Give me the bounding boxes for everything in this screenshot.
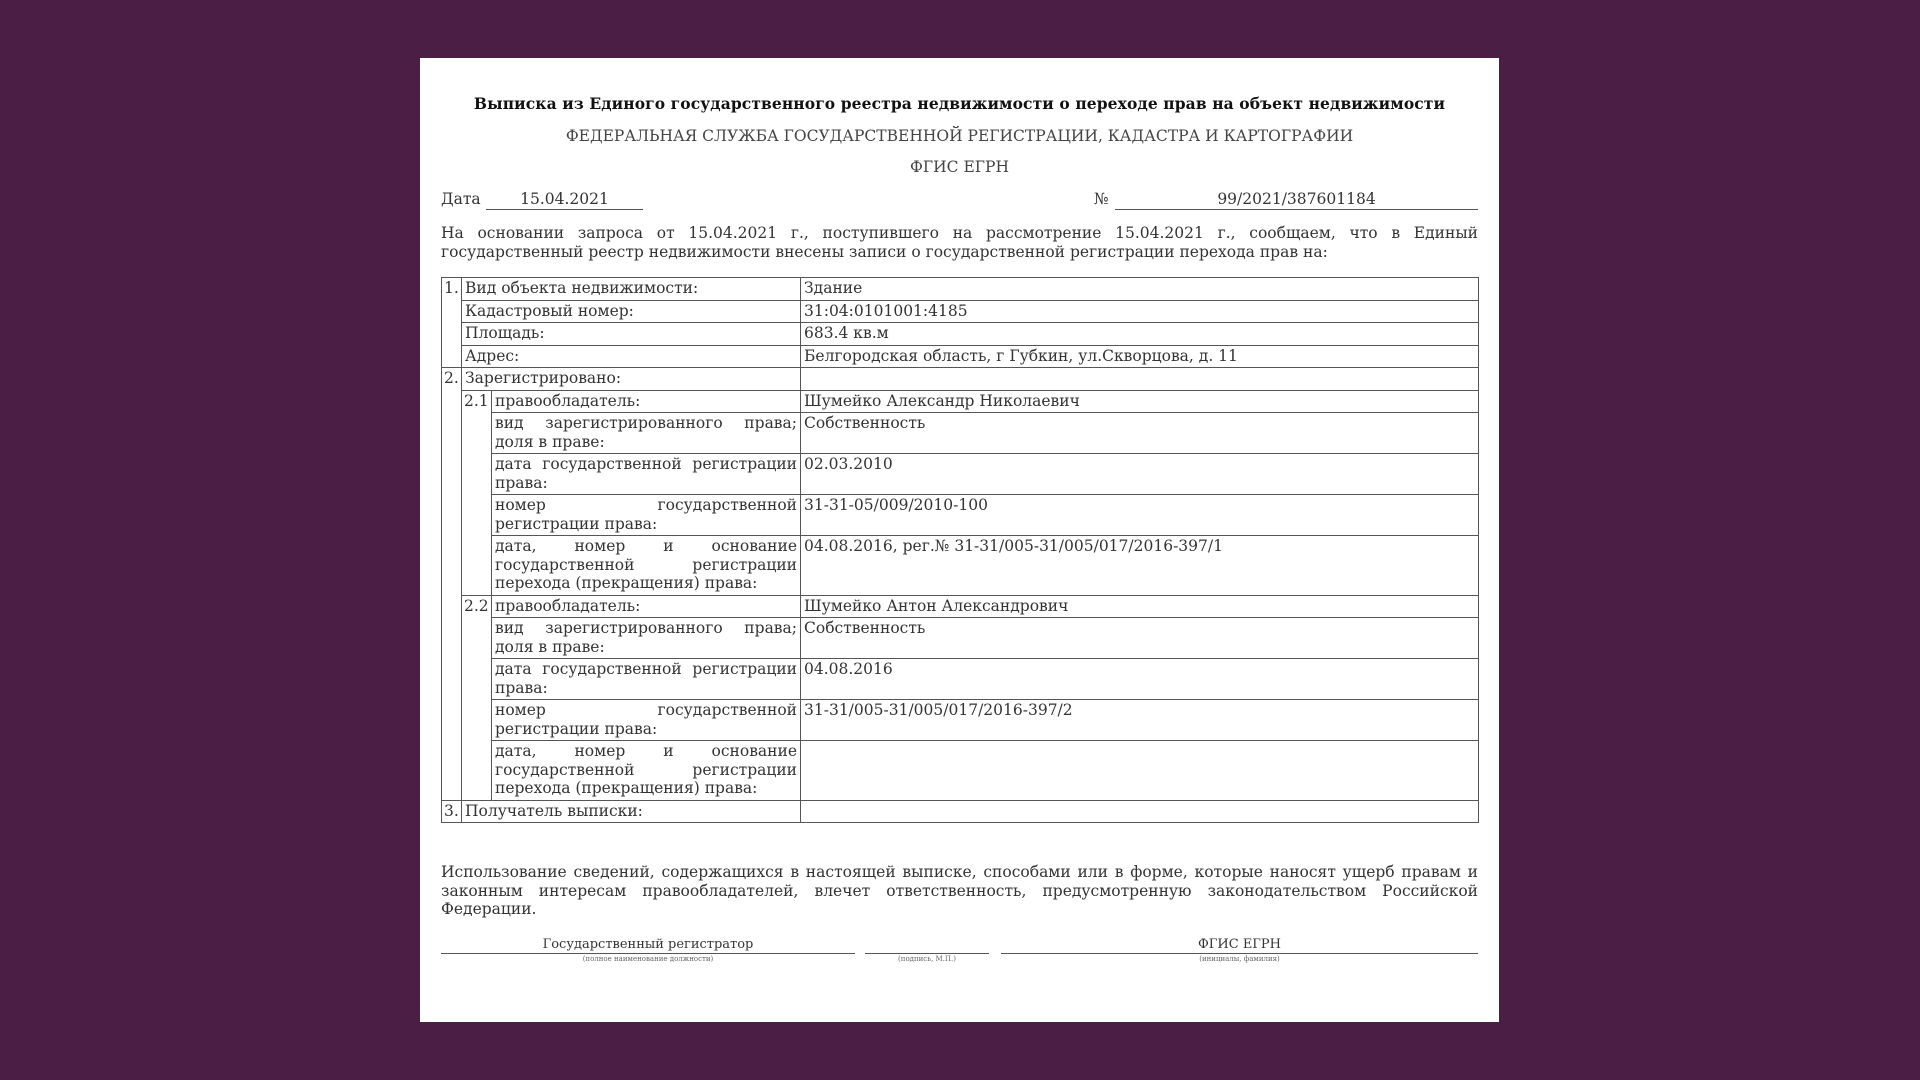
holder-number: 2.1	[462, 390, 492, 595]
transfer-value: 04.08.2016, рег.№ 31-31/005-31/005/017/2016-397/1	[801, 536, 1479, 596]
system-name: ФГИС ЕГРН	[910, 158, 1009, 176]
holder-label: правообладатель:	[492, 390, 801, 413]
registry-table	[441, 277, 1479, 823]
table-row	[442, 618, 1479, 659]
reg-number-label: номер государственной регистрации права:	[492, 495, 801, 536]
reg-date-value: 02.03.2010	[801, 454, 1479, 495]
table-row	[442, 390, 1479, 413]
transfer-label: дата, номер и основание государственной регистрации перехода (прекращения) права:	[492, 741, 801, 801]
reg-date-label: дата государственной регистрации права:	[492, 659, 801, 700]
table-row	[442, 741, 1479, 801]
recipient-label: Получатель выписки:	[462, 800, 801, 823]
table-row	[442, 454, 1479, 495]
reg-date-value: 04.08.2016	[801, 659, 1479, 700]
date-label: Дата	[441, 190, 481, 208]
date-number-row	[441, 190, 1478, 212]
right-type-label: вид зарегистрированного права; доля в праве:	[492, 413, 801, 454]
name-value: ФГИС ЕГРН	[1001, 937, 1478, 954]
date-value: 15.04.2021	[486, 190, 643, 210]
table-row	[442, 595, 1479, 618]
registered-label: Зарегистрировано:	[462, 368, 801, 391]
table-row	[442, 659, 1479, 700]
signature-caption: (подпись, М.П.)	[898, 954, 956, 963]
section-number: 1.	[442, 278, 462, 368]
table-row	[442, 323, 1479, 346]
position-value: Государственный регистратор	[441, 937, 855, 954]
section-number: 2.	[442, 368, 462, 801]
holder-value: Шумейко Александр Николаевич	[801, 390, 1479, 413]
table-row	[442, 536, 1479, 596]
table-row	[442, 800, 1479, 823]
holder-label: правообладатель:	[492, 595, 801, 618]
table-row	[442, 495, 1479, 536]
document-page	[420, 58, 1499, 1022]
number-value: 99/2021/387601184	[1115, 190, 1478, 210]
intro-paragraph: На основании запроса от 15.04.2021 г., поступившего на рассмотрение 15.04.2021 г., сообщаем, что в Единый государственный реестр недвижимости внесены записи о государственной регистрации перехода прав на:	[441, 224, 1478, 261]
agency-name: ФЕДЕРАЛЬНАЯ СЛУЖБА ГОСУДАРСТВЕННОЙ РЕГИСТРАЦИИ, КАДАСТРА И КАРТОГРАФИИ	[565, 127, 1354, 145]
recipient-value	[801, 800, 1479, 823]
reg-number-value: 31-31/005-31/005/017/2016-397/2	[801, 700, 1479, 741]
position-caption: (полное наименование должности)	[582, 954, 714, 963]
registered-value	[801, 368, 1479, 391]
address-label: Адрес:	[462, 345, 801, 368]
position-block	[441, 937, 855, 964]
cadastral-number-value: 31:04:0101001:4185	[801, 300, 1479, 323]
object-type-value: Здание	[801, 278, 1479, 301]
table-row	[442, 300, 1479, 323]
holder-number: 2.2	[462, 595, 492, 800]
right-type-value: Собственность	[801, 618, 1479, 659]
area-label: Площадь:	[462, 323, 801, 346]
area-value: 683.4 кв.м	[801, 323, 1479, 346]
table-row	[442, 278, 1479, 301]
table-row	[442, 368, 1479, 391]
reg-number-label: номер государственной регистрации права:	[492, 700, 801, 741]
cadastral-number-label: Кадастровый номер:	[462, 300, 801, 323]
name-caption: (инициалы, фамилия)	[1199, 954, 1280, 963]
name-block	[1001, 937, 1478, 964]
address-value: Белгородская область, г Губкин, ул.Скворцова, д. 11	[801, 345, 1479, 368]
transfer-label: дата, номер и основание государственной регистрации перехода (прекращения) права:	[492, 536, 801, 596]
holder-value: Шумейко Антон Александрович	[801, 595, 1479, 618]
reg-number-value: 31-31-05/009/2010-100	[801, 495, 1479, 536]
signature-value	[865, 937, 989, 954]
section-number: 3.	[442, 800, 462, 823]
right-type-label: вид зарегистрированного права; доля в праве:	[492, 618, 801, 659]
table-row	[442, 700, 1479, 741]
right-type-value: Собственность	[801, 413, 1479, 454]
document-title: Выписка из Единого государственного реестра недвижимости о переходе прав на объект недвижимости	[473, 94, 1446, 113]
liability-note: Использование сведений, содержащихся в настоящей выписке, способами или в форме, которые наносят ущерб правам и законным интересам правообладателей, влечет ответственность, предусмотренную законодательством Российской Федерации.	[441, 863, 1478, 918]
number-label: №	[1094, 190, 1109, 208]
table-row	[442, 345, 1479, 368]
transfer-value	[801, 741, 1479, 801]
reg-date-label: дата государственной регистрации права:	[492, 454, 801, 495]
signature-block	[865, 937, 989, 964]
object-type-label: Вид объекта недвижимости:	[462, 278, 801, 301]
table-row	[442, 413, 1479, 454]
signature-row	[441, 937, 1478, 967]
